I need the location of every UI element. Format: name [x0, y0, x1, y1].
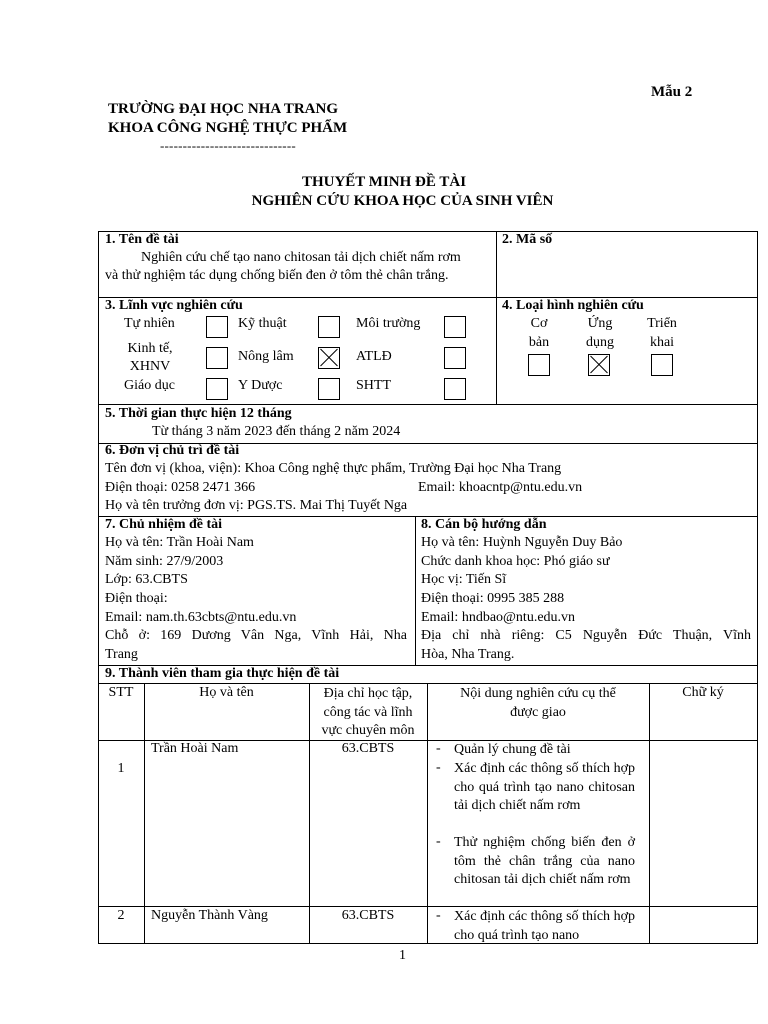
- checkbox-tu-nhien[interactable]: [206, 316, 228, 338]
- checkbox-nong-lam-checked[interactable]: [318, 347, 340, 369]
- checkbox-giao-duc[interactable]: [206, 378, 228, 400]
- task-item: - Quản lý chung đề tài: [436, 741, 571, 757]
- task-item: - Xác định các thông số thích hợp cho quá trình tạo nano chitosan tải dịch chiết nấm rơm: [436, 760, 635, 814]
- document-title: THUYẾT MINH ĐỀ TÀI: [301, 174, 467, 190]
- type-label-trien: Triển: [647, 316, 677, 331]
- field-label-ky-thuat: Kỹ thuật: [238, 316, 287, 331]
- checkbox-atld[interactable]: [444, 347, 466, 369]
- header-divider: ------------------------------: [160, 138, 296, 153]
- host-email: Email: khoacntp@ntu.edu.vn: [418, 480, 583, 495]
- checkbox-shtt[interactable]: [444, 378, 466, 400]
- project-title-line-2: và thử nghiệm tác dụng chống biến đen ở tôm thẻ chân trắng.: [105, 268, 449, 283]
- leader-address-line-1: Chỗ ở: 169 Dương Vân Nga, Vĩnh Hải, Nha: [105, 628, 407, 643]
- member-1-tasks: [436, 741, 641, 905]
- member-1-name: Trần Hoài Nam: [151, 741, 239, 756]
- leader-dob: Năm sinh: 27/9/2003: [105, 554, 224, 569]
- host-head: Họ và tên trưởng đơn vị: PGS.TS. Mai Thị Tuyết Nga: [105, 498, 408, 513]
- field-label-nong-lam: Nông lâm: [238, 349, 294, 364]
- section-6-heading: 6. Đơn vị chủ trì đề tài: [105, 443, 240, 458]
- section-3-heading: 3. Lĩnh vực nghiên cứu: [105, 298, 243, 313]
- col-header-task: Nội dung nghiên cứu cụ thể được giao: [460, 686, 616, 720]
- section-4-heading: 4. Loại hình nghiên cứu: [502, 298, 644, 313]
- member-1-unit: 63.CBTS: [341, 741, 395, 756]
- field-label-y-duoc: Y Dược: [238, 378, 283, 393]
- leader-name: Họ và tên: Trần Hoài Nam: [105, 535, 254, 550]
- task-item: - Thử nghiệm chống biến đen ở tôm thẻ chân trắng của nano chitosan tải dịch chiết nấm rơm: [436, 834, 635, 888]
- checkbox-trien-khai[interactable]: [651, 354, 673, 376]
- type-label-khai: khai: [649, 335, 675, 350]
- advisor-name: Họ và tên: Huỳnh Nguyễn Duy Bảo: [421, 535, 623, 550]
- field-label-giao-duc: Giáo dục: [124, 378, 175, 393]
- field-label-xhnv: XHNV: [129, 359, 171, 374]
- advisor-title: Chức danh khoa học: Phó giáo sư: [421, 554, 610, 569]
- section-1-heading: 1. Tên đề tài: [105, 232, 179, 247]
- section-7-heading: 7. Chủ nhiệm đề tài: [105, 517, 223, 532]
- field-label-shtt: SHTT: [356, 378, 391, 393]
- advisor-phone: Điện thoại: 0995 385 288: [421, 591, 565, 606]
- checkbox-ky-thuat[interactable]: [318, 316, 340, 338]
- col-header-stt: STT: [108, 685, 134, 700]
- section-8-heading: 8. Cán bộ hướng dẫn: [421, 517, 547, 532]
- advisor-email: Email: hndbao@ntu.edu.vn: [421, 610, 576, 625]
- field-label-moi-truong: Môi trường: [356, 316, 421, 331]
- field-label-tu-nhien: Tự nhiên: [124, 316, 175, 331]
- member-2-name: Nguyễn Thành Vàng: [151, 908, 268, 923]
- leader-email: Email: nam.th.63cbts@ntu.edu.vn: [105, 610, 297, 625]
- advisor-address-line-1: Địa chỉ nhà riêng: C5 Nguyễn Đức Thuận, Vĩnh: [421, 628, 751, 643]
- field-label-atld: ATLĐ: [356, 349, 392, 364]
- col-header-address: Địa chỉ học tập, công tác và lĩnh vực chuyên môn: [321, 686, 415, 738]
- type-label-dung: dụng: [586, 335, 614, 350]
- form-code: Mẫu 2: [651, 84, 693, 100]
- member-2-unit: 63.CBTS: [341, 908, 395, 923]
- leader-class: Lớp: 63.CBTS: [105, 572, 188, 587]
- advisor-address-line-2: Hòa, Nha Trang.: [421, 647, 515, 662]
- checkbox-kinh-te[interactable]: [206, 347, 228, 369]
- checkbox-y-duoc[interactable]: [318, 378, 340, 400]
- project-title-line-1: Nghiên cứu chế tạo nano chitosan tải dịch chiết nấm rơm: [141, 250, 461, 265]
- type-label-ban: bản: [528, 335, 550, 350]
- field-label-kinh-te: Kinh tế,: [127, 341, 173, 356]
- advisor-degree: Học vị: Tiến Sĩ: [421, 572, 507, 587]
- host-phone: Điện thoại: 0258 2471 366: [105, 480, 256, 495]
- section-2-heading: 2. Mã số: [502, 232, 553, 247]
- university-name: TRƯỜNG ĐẠI HỌC NHA TRANG: [108, 101, 339, 117]
- member-2-tasks: [436, 908, 641, 944]
- section-9-heading: 9. Thành viên tham gia thực hiện đề tài: [105, 666, 340, 681]
- section-5-heading: 5. Thời gian thực hiện 12 tháng: [105, 406, 292, 421]
- leader-phone: Điện thoại:: [105, 591, 168, 606]
- checkbox-ung-dung-checked[interactable]: [588, 354, 610, 376]
- col-header-name: Họ và tên: [199, 685, 254, 700]
- duration-detail: Từ tháng 3 năm 2023 đến tháng 2 năm 2024: [152, 424, 401, 439]
- faculty-name: KHOA CÔNG NGHỆ THỰC PHẨM: [108, 120, 348, 136]
- type-label-co: Cơ: [530, 316, 548, 331]
- document-subtitle: NGHIÊN CỨU KHOA HỌC CỦA SINH VIÊN: [251, 193, 554, 209]
- type-label-ung: Ứng: [587, 316, 613, 331]
- page-number: 1: [399, 948, 406, 963]
- leader-address-line-2: Trang: [105, 647, 138, 662]
- member-2-stt: 2: [117, 908, 125, 923]
- checkbox-co-ban[interactable]: [528, 354, 550, 376]
- host-unit: Tên đơn vị (khoa, viện): Khoa Công nghệ thực phẩm, Trường Đại học Nha Trang: [105, 461, 562, 476]
- col-header-sign: Chữ ký: [682, 685, 724, 700]
- task-item: - Xác định các thông số thích hợp cho quá trình tạo nano: [436, 908, 635, 943]
- member-1-stt: 1: [117, 761, 125, 776]
- checkbox-moi-truong[interactable]: [444, 316, 466, 338]
